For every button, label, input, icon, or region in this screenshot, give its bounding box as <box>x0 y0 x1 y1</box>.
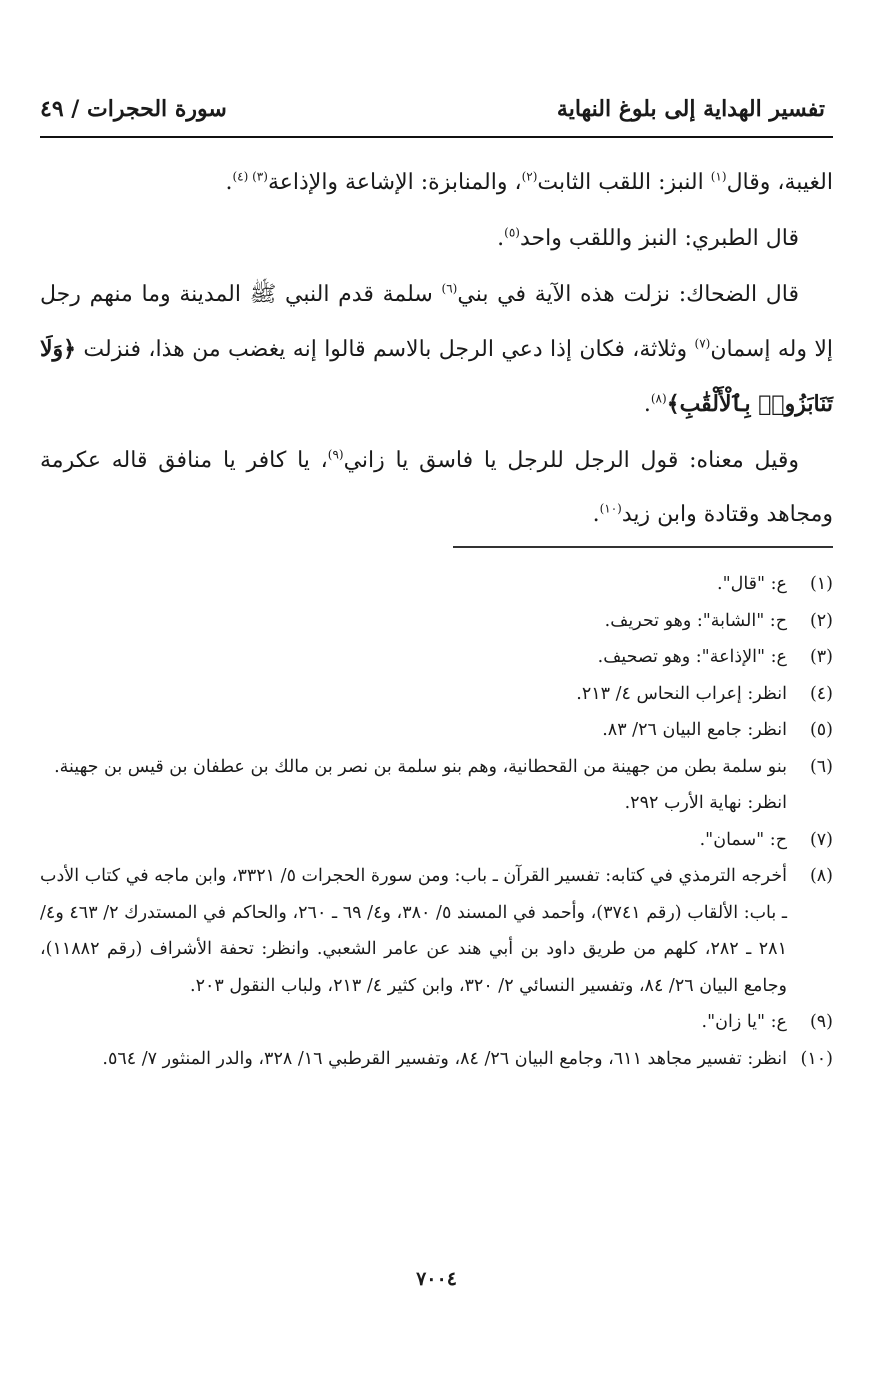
text-run: سلمة قدم النبي ﷺ المدينة وما منهم رجل إلا وله إسمان <box>40 282 833 362</box>
footnote-item <box>40 603 833 640</box>
footnote-ref: (٦) <box>441 281 458 296</box>
book-title: تفسير الهداية إلى بلوغ النهاية <box>556 96 825 122</box>
header-rule <box>40 136 833 138</box>
footnote-item <box>40 1004 833 1041</box>
text-run: ، يا كافر يا منافق قاله عكرمة ومجاهد وقتادة وابن زيد <box>40 448 833 527</box>
page-header <box>40 96 833 136</box>
footnote-number: (٢) <box>809 610 833 631</box>
page-number: ٧٠٠٤ <box>416 1268 457 1290</box>
footnote-line: ح: "الشابة": وهو تحريف. <box>604 610 787 631</box>
text-run: وثلاثة، فكان إذا دعي الرجل بالاسم قالوا إنه يغضب من هذا، فنزلت <box>76 337 695 362</box>
text-run: . <box>497 226 505 251</box>
footnote-ref: (٢) <box>521 169 538 184</box>
footnote-number: (٥) <box>809 720 833 740</box>
footnote-text <box>40 639 787 676</box>
footnote-ref: (٥) <box>504 225 520 240</box>
footnote-text <box>40 676 787 713</box>
footnote-item <box>40 1041 833 1078</box>
text-run: . <box>592 502 600 527</box>
footnotes <box>40 566 833 1077</box>
footnote-item <box>40 676 833 713</box>
paragraph-1 <box>40 156 833 210</box>
footnote-ref: (٣) (٤) <box>232 169 268 184</box>
footnote-item <box>40 822 833 859</box>
footnote-text <box>40 712 787 749</box>
footnote-line: أخرجه الترمذي في كتابه: تفسير القرآن ـ باب: ومن سورة الحجرات ٥/ ٣٣٢١، وابن ماجه في كتاب الأدب ـ باب: الألقاب (رقم ٣٧٤١)، وأحمد في المسند ٥/ ٣٨٠، و٤/ ٦٩ ـ ٢٦٠، والحاكم في المستدرك ٢/ ٤٦٣ و٤/ ٢٨١ ـ ٢٨٢، كلهم من طريق داود بن أبي هند عن عامر الشعبي. وانظر: تحفة الأشراف (رقم ١١٨٨٢)، وجامع البيان ٢٦/ ٨٤، وتفسير النسائي ٢/ ٣٢٠، وابن كثير ٤/ ٢١٣، ولباب النقول ٢٠٣. <box>40 866 788 996</box>
footnote-item <box>40 639 833 676</box>
footnote-number: (٨) <box>809 866 833 886</box>
main-text <box>40 156 833 544</box>
footnote-line: انظر: تفسير مجاهد ٦١١، وجامع البيان ٢٦/ ٨٤، وتفسير القرطبي ١٦/ ٣٢٨، والدر المنثور ٧/ ٥٦٤. <box>102 1048 787 1069</box>
footnote-text <box>40 858 787 1004</box>
footnote-line: ع: "الإذاعة": وهو تصحيف. <box>597 647 787 667</box>
text-run: النبز: اللقب الثابت <box>537 170 711 195</box>
text-run: ، والمنابزة: الإشاعة والإذاعة <box>267 170 522 195</box>
footnote-number: (٣) <box>809 647 833 667</box>
footnote-ref: (١٠) <box>599 501 622 516</box>
footnote-line: انظر: جامع البيان ٢٦/ ٨٣. <box>602 720 787 740</box>
footnote-separator <box>453 546 833 548</box>
footnote-line: انظر: نهاية الأرب ٢٩٢. <box>624 793 787 813</box>
text-run: . <box>643 392 651 417</box>
footnote-number: (٦) <box>809 756 833 777</box>
footnote-line: ع: "قال". <box>717 574 787 594</box>
paragraph-3 <box>40 268 833 432</box>
footnote-text <box>40 566 787 603</box>
running-head: سورة الحجرات / ٤٩ <box>40 96 227 122</box>
footnote-number: (١) <box>809 574 833 594</box>
footnote-text <box>40 822 787 859</box>
text-run: وقيل معناه: قول الرجل للرجل يا فاسق يا زاني <box>343 448 799 473</box>
text-run: قال الضحاك: نزلت هذه الآية في بني <box>457 282 799 307</box>
footnote-item <box>40 566 833 603</box>
footnote-text <box>40 603 787 640</box>
quran-verse: ﴿وَلَا تَنَابَزُوا۟ بِٱلْأَلْقَٰبِ﴾ <box>40 336 833 417</box>
footnote-item <box>40 858 833 1004</box>
paragraph-2 <box>40 212 833 266</box>
footnote-item <box>40 712 833 749</box>
footnote-ref: (٨) <box>650 391 667 406</box>
footnote-item <box>40 749 833 822</box>
footnote-text <box>40 1004 787 1041</box>
text-run: . <box>225 170 233 195</box>
footnote-number: (٤) <box>809 683 833 704</box>
text-run: قال الطبري: النبز واللقب واحد <box>519 226 799 251</box>
footnote-line: انظر: إعراب النحاس ٤/ ٢١٣. <box>576 683 787 704</box>
text-run: الغيبة، وقال <box>726 170 833 195</box>
footnote-text <box>40 1041 787 1078</box>
footnote-number: (١٠) <box>800 1048 833 1069</box>
footnote-text <box>40 749 787 822</box>
footnote-line: بنو سلمة بطن من جهينة من القحطانية، وهم بنو سلمة بن نصر بن مالك بن عطفان بن قيس بن جهينة. <box>54 756 787 777</box>
footnote-line: ع: "يا زان". <box>701 1012 787 1032</box>
footnote-number: (٩) <box>809 1012 833 1032</box>
paragraph-4 <box>40 434 833 542</box>
footnote-ref: (٧) <box>694 336 711 351</box>
footnote-ref: (١) <box>710 169 727 184</box>
footnote-line: ح: "سمان". <box>699 829 787 850</box>
footnote-number: (٧) <box>809 829 833 850</box>
page <box>40 0 833 1381</box>
footnote-ref: (٩) <box>327 447 344 462</box>
